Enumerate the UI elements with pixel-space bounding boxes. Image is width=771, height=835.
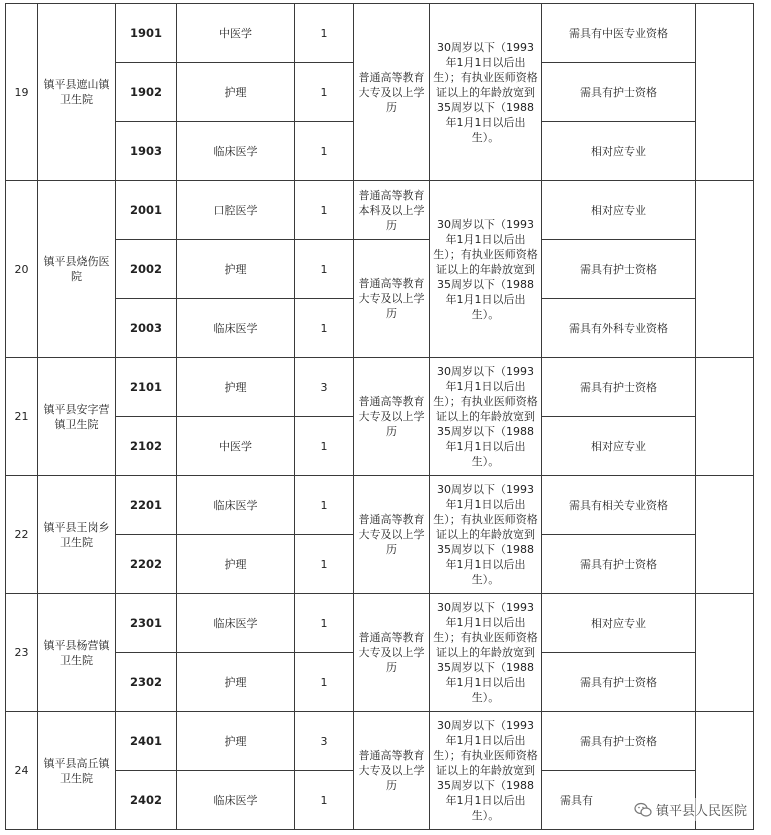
hire-count: 1 — [295, 181, 354, 240]
major: 临床医学 — [177, 476, 295, 535]
major: 护理 — [177, 653, 295, 712]
age-requirement: 30周岁以下（1993年1月1日以后出生）；有执业医师资格证以上的年龄放宽到35周岁以下（1988年1月1日以后出生）。 — [430, 594, 542, 712]
hiring-unit: 镇平县高丘镇卫生院 — [38, 712, 116, 830]
other-requirement: 需具有护士资格 — [542, 358, 696, 417]
hire-count: 1 — [295, 299, 354, 358]
major: 护理 — [177, 358, 295, 417]
hire-count: 3 — [295, 358, 354, 417]
table-row — [6, 4, 754, 63]
post-code: 2102 — [116, 417, 177, 476]
hire-count: 1 — [295, 240, 354, 299]
hiring-unit: 镇平县杨营镇卫生院 — [38, 594, 116, 712]
major: 口腔医学 — [177, 181, 295, 240]
remarks — [696, 358, 754, 476]
row-number: 22 — [6, 476, 38, 594]
table-row — [6, 358, 754, 417]
major: 中医学 — [177, 417, 295, 476]
other-requirement: 相对应专业 — [542, 594, 696, 653]
post-code: 2202 — [116, 535, 177, 594]
post-code: 2101 — [116, 358, 177, 417]
hire-count: 1 — [295, 771, 354, 830]
remarks — [696, 476, 754, 594]
hiring-unit: 镇平县安字营镇卫生院 — [38, 358, 116, 476]
other-requirement: 需具有外科专业资格 — [542, 299, 696, 358]
other-requirement: 相对应专业 — [542, 122, 696, 181]
education: 普通高等教育大专及以上学历 — [354, 476, 430, 594]
education: 普通高等教育大专及以上学历 — [354, 4, 430, 181]
remarks — [696, 4, 754, 181]
hire-count: 1 — [295, 476, 354, 535]
education: 普通高等教育大专及以上学历 — [354, 712, 430, 830]
row-number: 21 — [6, 358, 38, 476]
post-code: 2301 — [116, 594, 177, 653]
other-requirement: 需具有护士资格 — [542, 63, 696, 122]
row-number: 24 — [6, 712, 38, 830]
age-requirement: 30周岁以下（1993年1月1日以后出生）；有执业医师资格证以上的年龄放宽到35周岁以下（1988年1月1日以后出生）。 — [430, 4, 542, 181]
post-code: 1903 — [116, 122, 177, 181]
education: 普通高等教育大专及以上学历 — [354, 358, 430, 476]
post-code: 1902 — [116, 63, 177, 122]
education: 普通高等教育大专及以上学历 — [354, 240, 430, 358]
hire-count: 1 — [295, 63, 354, 122]
hire-count: 1 — [295, 535, 354, 594]
major: 临床医学 — [177, 594, 295, 653]
age-requirement: 30周岁以下（1993年1月1日以后出生）；有执业医师资格证以上的年龄放宽到35周岁以下（1988年1月1日以后出生）。 — [430, 712, 542, 830]
major: 护理 — [177, 535, 295, 594]
table-row — [6, 240, 754, 299]
table-row — [6, 594, 754, 653]
post-code: 2003 — [116, 299, 177, 358]
wechat-icon — [634, 802, 652, 818]
other-requirement: 相对应专业 — [542, 181, 696, 240]
post-code: 2402 — [116, 771, 177, 830]
recruitment-table — [5, 3, 754, 830]
major: 临床医学 — [177, 771, 295, 830]
other-requirement: 需具有 — [542, 771, 696, 830]
watermark-text: 镇平县人民医院 — [655, 804, 747, 819]
education: 普通高等教育本科及以上学历 — [354, 181, 430, 240]
hiring-unit: 镇平县遮山镇卫生院 — [38, 4, 116, 181]
row-number: 19 — [6, 4, 38, 181]
major: 护理 — [177, 240, 295, 299]
major: 临床医学 — [177, 122, 295, 181]
other-requirement: 需具有护士资格 — [542, 653, 696, 712]
hire-count: 1 — [295, 4, 354, 63]
other-requirement: 需具有中医专业资格 — [542, 4, 696, 63]
other-requirement: 需具有相关专业资格 — [542, 476, 696, 535]
other-requirement: 相对应专业 — [542, 417, 696, 476]
table-row — [6, 181, 754, 240]
hire-count: 1 — [295, 122, 354, 181]
other-requirement: 需具有护士资格 — [542, 535, 696, 594]
row-number: 20 — [6, 181, 38, 358]
hiring-unit: 镇平县王岗乡卫生院 — [38, 476, 116, 594]
post-code: 2201 — [116, 476, 177, 535]
hire-count: 1 — [295, 653, 354, 712]
table-row — [6, 712, 754, 771]
education: 普通高等教育大专及以上学历 — [354, 594, 430, 712]
remarks — [696, 594, 754, 712]
major: 中医学 — [177, 4, 295, 63]
row-number: 23 — [6, 594, 38, 712]
hire-count: 3 — [295, 712, 354, 771]
post-code: 2002 — [116, 240, 177, 299]
age-requirement: 30周岁以下（1993年1月1日以后出生）；有执业医师资格证以上的年龄放宽到35周岁以下（1988年1月1日以后出生）。 — [430, 358, 542, 476]
post-code: 2001 — [116, 181, 177, 240]
other-requirement: 需具有护士资格 — [542, 712, 696, 771]
post-code: 2401 — [116, 712, 177, 771]
age-requirement: 30周岁以下（1993年1月1日以后出生）；有执业医师资格证以上的年龄放宽到35周岁以下（1988年1月1日以后出生）。 — [430, 476, 542, 594]
hire-count: 1 — [295, 417, 354, 476]
other-requirement: 需具有护士资格 — [542, 240, 696, 299]
age-requirement: 30周岁以下（1993年1月1日以后出生）；有执业医师资格证以上的年龄放宽到35周岁以下（1988年1月1日以后出生）。 — [430, 181, 542, 358]
source-watermark — [630, 798, 751, 821]
hire-count: 1 — [295, 594, 354, 653]
major: 护理 — [177, 712, 295, 771]
post-code: 1901 — [116, 4, 177, 63]
hiring-unit: 镇平县烧伤医院 — [38, 181, 116, 358]
major: 护理 — [177, 63, 295, 122]
remarks — [696, 181, 754, 358]
table-row — [6, 476, 754, 535]
major: 临床医学 — [177, 299, 295, 358]
post-code: 2302 — [116, 653, 177, 712]
